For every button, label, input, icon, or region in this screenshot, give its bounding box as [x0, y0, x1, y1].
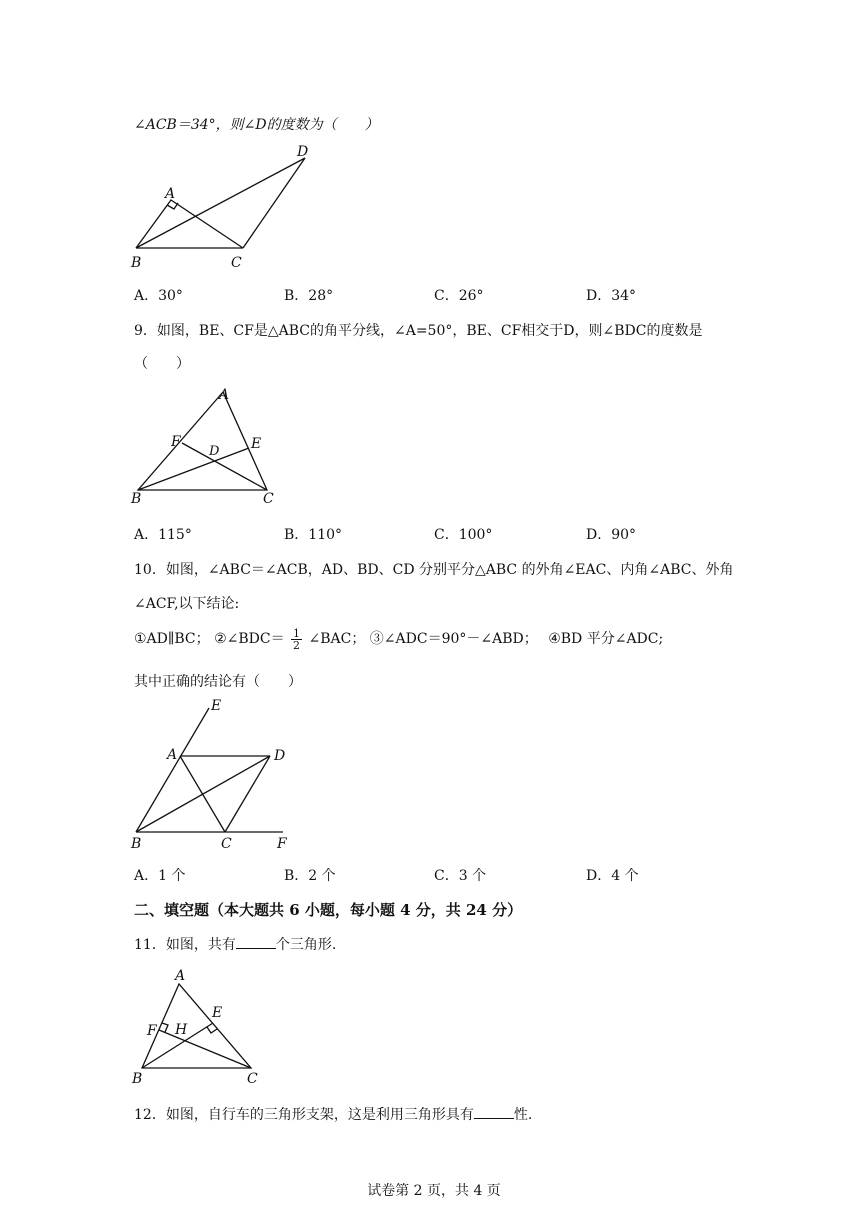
q11-label-a: A [175, 968, 186, 984]
q11-stem [134, 934, 336, 954]
q8-segment-cd [243, 158, 305, 248]
q12-stem [134, 1104, 532, 1124]
q10-label-f: F [277, 836, 287, 852]
q9-figure [125, 380, 295, 510]
q11-label-f: F [147, 1023, 157, 1039]
q10-ask: 其中正确的结论有（ ） [134, 674, 302, 690]
q9-segment-be [138, 448, 249, 490]
q9-label-a: A [219, 387, 230, 403]
q8-option-c: C．26° [434, 288, 484, 304]
q10-segment-bd [136, 756, 270, 832]
q9-triangle-abc [138, 392, 267, 490]
q12-stem-pre: 12．如图，自行车的三角形支架，这是利用三角形具有 [134, 1107, 474, 1123]
q8-figure [125, 140, 325, 275]
q10-fraction-num: 1 [293, 626, 301, 640]
q10-label-b: B [131, 836, 142, 852]
q9-option-b: B．110° [284, 527, 343, 543]
q11-label-e: E [212, 1005, 223, 1021]
q10-option-c: C．3 个 [434, 868, 487, 884]
q11-stem-post: 个三角形. [275, 937, 337, 953]
q10-stem-line2: ∠ACF,以下结论: [134, 596, 240, 612]
q10-label-a: A [167, 747, 178, 763]
q9-label-d: D [209, 444, 220, 459]
q10-ray-be [136, 708, 209, 832]
q11-label-h: H [175, 1022, 188, 1038]
q9-label-c: C [263, 491, 274, 507]
q9-paren: （ ） [134, 356, 190, 372]
q11-label-c: C [247, 1071, 258, 1087]
page-footer: 试卷第 2 页，共 4 页 [367, 1183, 501, 1199]
q10-label-e: E [211, 698, 222, 714]
q8-stem: ∠ACB＝34°，则∠D的度数为（ ） [134, 117, 379, 133]
q8-segment-bd [136, 158, 305, 248]
q9-label-e: E [251, 436, 262, 452]
q10-label-d: D [274, 748, 286, 764]
q10-option-a: A．1 个 [134, 868, 186, 884]
q9-label-f: F [171, 434, 181, 450]
q10-fraction [291, 628, 302, 651]
q12-stem-post: 性. [513, 1107, 533, 1123]
q10-figure [125, 698, 300, 856]
q11-answer-blank[interactable] [236, 936, 276, 949]
q8-option-b: B．28° [284, 288, 334, 304]
q11-right-angle-f [162, 1023, 168, 1032]
q8-label-b: B [131, 255, 142, 271]
q10-fraction-den: 2 [293, 638, 301, 652]
q9-option-c: C．100° [434, 527, 493, 543]
q11-figure [125, 962, 275, 1090]
q10-option-b: B．2 个 [284, 868, 336, 884]
q8-triangle-abc [136, 200, 243, 248]
q11-right-angle-e [207, 1027, 217, 1033]
q10-conclusion-1: ①AD∥BC； [134, 631, 210, 647]
q10-conclusions [134, 624, 663, 654]
q9-option-d: D．90° [586, 527, 637, 543]
q9-option-a: A．115° [134, 527, 192, 543]
q8-label-d: D [297, 144, 309, 160]
q10-conclusion-3: ③∠ADC＝90°－∠ABD； [369, 631, 538, 647]
q11-label-b: B [132, 1071, 143, 1087]
q9-stem: 9．如图，BE、CF是△ABC的角平分线，∠A=50°，BE、CF相交于D，则∠BDC的度数是 [134, 323, 703, 339]
q10-option-d: D．4 个 [586, 868, 639, 884]
q11-stem-pre: 11．如图，共有 [134, 937, 236, 953]
q10-conclusion-2-pre: ②∠BDC＝ [214, 631, 285, 647]
q10-segment-cd [225, 756, 270, 832]
section-2-heading: 二、填空题（本大题共 6 小题，每小题 4 分，共 24 分） [134, 901, 523, 919]
q10-conclusion-4: ④BD 平分∠ADC; [548, 631, 664, 647]
q8-option-d: D．34° [586, 288, 637, 304]
q10-stem-line1: 10．如图，∠ABC＝∠ACB，AD、BD、CD 分别平分△ABC 的外角∠EAC、内角∠ABC、外角 [134, 562, 734, 578]
q11-triangle-abc [142, 984, 251, 1068]
q9-label-b: B [131, 491, 142, 507]
q10-conclusion-2-post: ∠BAC； [308, 631, 366, 647]
q12-answer-blank[interactable] [474, 1106, 514, 1119]
q8-label-c: C [231, 255, 242, 271]
q10-label-c: C [221, 836, 232, 852]
q8-label-a: A [165, 186, 176, 202]
q8-option-a: A．30° [134, 288, 183, 304]
